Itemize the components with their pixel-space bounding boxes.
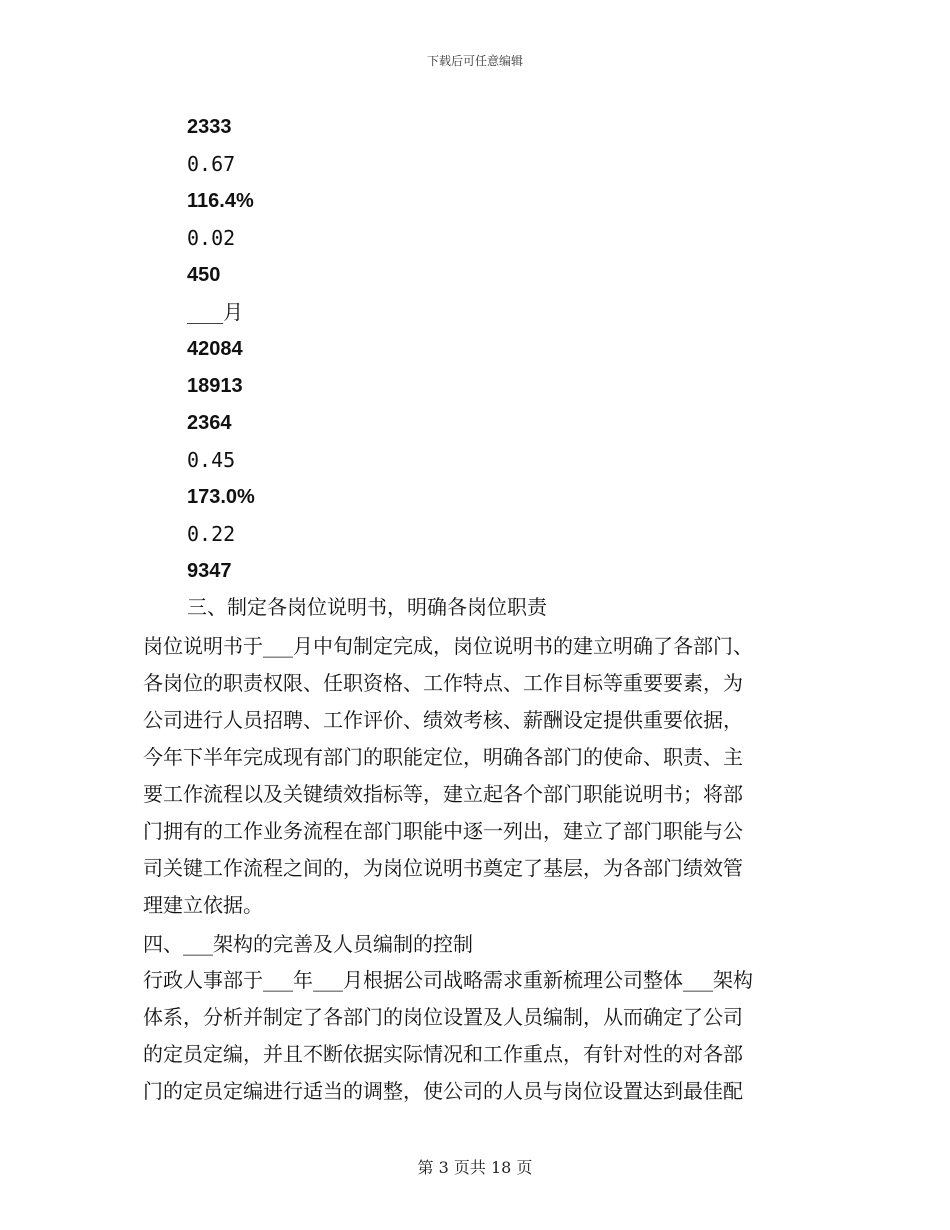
list-item: 42084 — [187, 338, 243, 360]
section-4-heading: 四、___架构的完善及人员编制的控制 — [143, 932, 473, 956]
list-item: 0.67 — [187, 152, 236, 176]
paragraph-line: 门的定员定编进行适当的调整，使公司的人员与岗位设置达到最佳配 — [143, 1079, 743, 1103]
list-item: 0.02 — [187, 226, 236, 250]
paragraph-line: 理建立依据。 — [143, 893, 263, 917]
paragraph-line: 体系，分析并制定了各部门的岗位设置及人员编制，从而确定了公司 — [143, 1005, 743, 1029]
number-list — [187, 114, 255, 595]
page-header: 下载后可任意编辑 — [426, 54, 523, 68]
paragraph-line: 要工作流程以及关键绩效指标等，建立起各个部门职能说明书；将部 — [143, 782, 743, 806]
list-item: 116.4% — [187, 190, 254, 212]
section-3-heading: 三、制定各岗位说明书，明确各岗位职责 — [187, 595, 547, 619]
paragraph-line: 司关键工作流程之间的，为岗位说明书奠定了基层，为各部门绩效管 — [143, 856, 743, 880]
list-item: 173.0% — [187, 486, 255, 508]
list-item: 0.45 — [187, 448, 236, 472]
paragraph-line: 行政人事部于___年___月根据公司战略需求重新梳理公司整体___架构 — [143, 968, 753, 992]
list-item: 9347 — [187, 560, 232, 582]
list-item: ___月 — [187, 300, 244, 324]
list-item: 18913 — [187, 375, 243, 397]
paragraph-line: 今年下半年完成现有部门的职能定位，明确各部门的使命、职责、主 — [143, 745, 743, 769]
page-footer: 第 3 页共 18 页 — [417, 1158, 533, 1177]
paragraph-line: 的定员定编，并且不断依据实际情况和工作重点，有针对性的对各部 — [143, 1042, 743, 1066]
paragraph-line: 门拥有的工作业务流程在部门职能中逐一列出，建立了部门职能与公 — [143, 819, 743, 843]
section-3-paragraph — [143, 628, 813, 924]
paragraph-line: 各岗位的职责权限、任职资格、工作特点、工作目标等重要要素，为 — [143, 671, 743, 695]
list-item: 2333 — [187, 116, 232, 138]
list-item: 450 — [187, 264, 221, 286]
paragraph-line: 岗位说明书于___月中旬制定完成，岗位说明书的建立明确了各部门、 — [143, 634, 753, 658]
list-item: 0.22 — [187, 522, 236, 546]
section-4-paragraph — [143, 962, 813, 1110]
paragraph-line: 公司进行人员招聘、工作评价、绩效考核、薪酬设定提供重要依据， — [143, 708, 743, 732]
list-item: 2364 — [187, 412, 232, 434]
